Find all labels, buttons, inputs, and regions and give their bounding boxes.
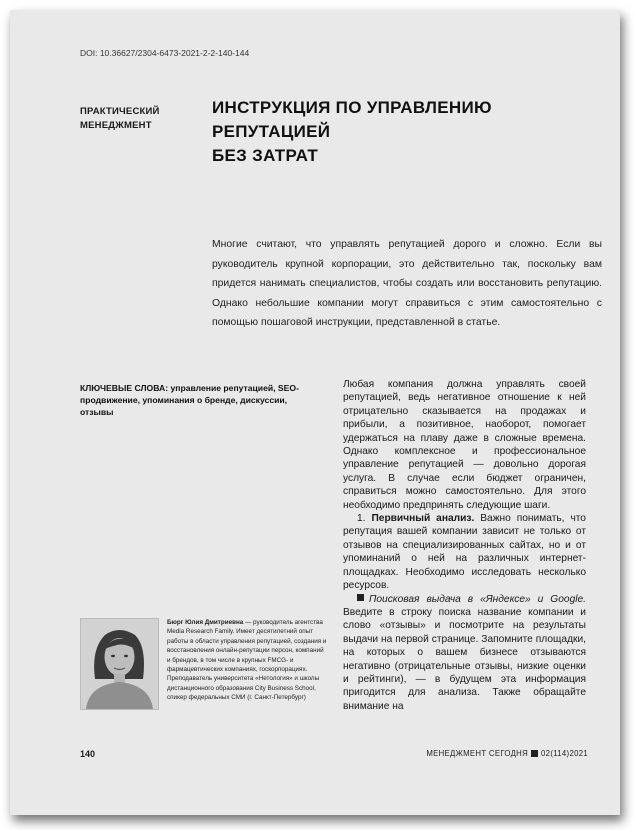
author-portrait-icon — [81, 619, 158, 709]
author-bio — [167, 618, 327, 703]
page-number: 140 — [80, 749, 96, 759]
section-line: МЕНЕДЖМЕНТ — [80, 120, 152, 131]
journal-name: МЕНЕДЖМЕНТ СЕГОДНЯ — [426, 749, 529, 758]
bullet-text: Введите в строку поиска название компании и слово «отзывы» и посмотрите на результаты выдачи на первой странице. Запомните площадки, на которых о вашем бизнесе отзываются негативно (отрицательные отзывы, низкие оценки и рейтинги), — в будущем эта информация пригодится для анализа. Также обращайте внимание на — [343, 606, 586, 712]
title-line: ИНСТРУКЦИЯ ПО УПРАВЛЕНИЮ РЕПУТАЦИЕЙ — [212, 98, 492, 141]
article-title — [212, 96, 612, 168]
keywords-label: КЛЮЧЕВЫЕ СЛОВА: — [80, 383, 169, 393]
bullet-heading: Поисковая выдача в «Яндексе» и Google. — [369, 593, 586, 605]
section-line: ПРАКТИЧЕСКИЙ — [80, 106, 160, 117]
doi-line: DOI: 10.36627/2304-6473-2021-2-2-140-144 — [80, 48, 250, 58]
journal-footer — [426, 749, 588, 758]
body-paragraph: Любая компания должна управлять своей репутацией, ведь негативное отношение к ней отрицательно сказывается на продажах и прибыли, а позитивное, наоборот, помогает удержаться на плаву даже в сложные времена. Однако комплексное и профессиональное управление репутацией — довольно дорогая услуга. В случае если бюджет ограничен, справиться можно самостоятельно. Для этого необходимо предпринять следующие шаги. — [343, 379, 586, 511]
section-heading — [80, 105, 200, 133]
step-heading: Первичный анализ. — [371, 513, 475, 525]
author-photo — [80, 618, 159, 710]
journal-page — [10, 10, 620, 815]
title-line: БЕЗ ЗАТРАТ — [212, 146, 319, 165]
keywords-list: управление репутацией, SEO-продвижение, упоминания о бренде, дискуссии, отзывы — [80, 383, 299, 417]
square-separator-icon — [531, 750, 538, 757]
issue-number: 02(114)2021 — [541, 749, 588, 758]
author-name: Бюрг Юлия Дмитриевна — [167, 619, 244, 626]
step-number: 1. — [357, 513, 366, 525]
step-text: Важно понимать, что репутация вашей компании зависит не только от отзывов на специализированных сайтах, но и от упоминаний о ней на различных интернет-площадках. Необходимо исследовать несколько ресурсов. — [343, 513, 586, 592]
article-body — [343, 378, 586, 713]
body-paragraph — [343, 512, 586, 592]
abstract: Многие считают, что управлять репутацией дорого и сложно. Если вы руководитель крупной корпорации, это действительно так, поскольку вам придется нанимать специалистов, чтобы создать или восстановить репутацию. Однако небольшие компании могут справиться с этим самостоятельно с помощью пошаговой инструкции, представленной в статье. — [212, 239, 602, 328]
body-paragraph — [343, 593, 586, 714]
author-description: — руководитель агентства Media Research Family. Имеет десятилетний опыт работы в области управления репутацией, создания и восстановления онлайн-репутации персон, компаний и брендов, в том числе в крупных FMCG- и фармацевтических компаниях, госкорпорациях. Преподаватель университета «Нетология» и школы дистанционного образования City Business School, спикер федеральных СМИ (г. Санкт-Петербург) — [167, 619, 327, 702]
square-bullet-icon — [357, 594, 364, 601]
keywords-block — [80, 382, 316, 418]
